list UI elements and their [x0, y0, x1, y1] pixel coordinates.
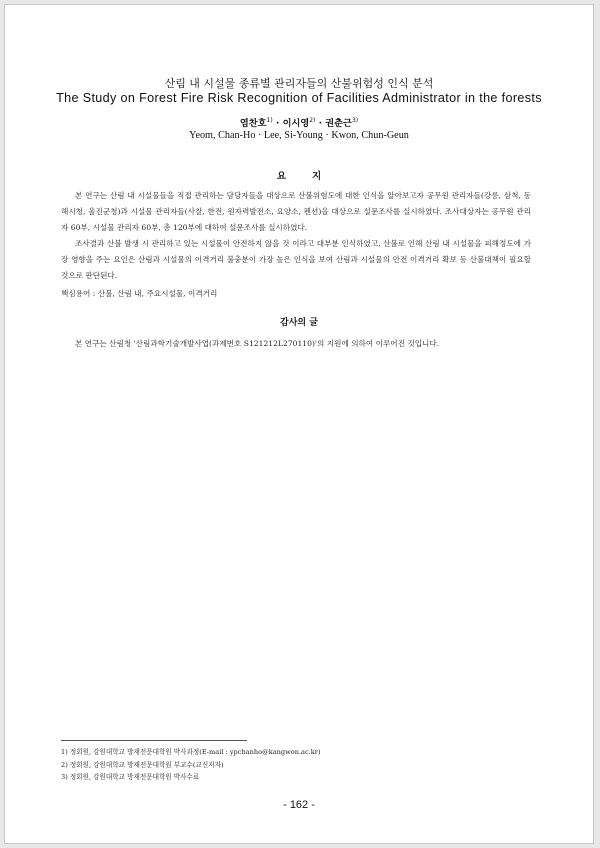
footnote: 3) 정회원, 강원대학교 방재전문대학원 박사수료: [61, 773, 200, 781]
author-name: 이시영: [282, 118, 310, 129]
title-english: The Study on Forest Fire Risk Recognition of Facilities Administrator in the forests: [56, 91, 542, 105]
author-name: 권춘근: [325, 118, 352, 129]
author-separator: ·: [315, 118, 326, 129]
author-footnote-mark: 2): [309, 116, 316, 124]
title-korean: 산림 내 시설물 종류별 관리자들의 산불위험성 인식 분석: [164, 77, 434, 90]
footnote: 2) 정회원, 강원대학교 방재전문대학원 부교수(교신저자): [61, 760, 224, 769]
author-footnote-mark: 1): [266, 116, 273, 124]
acknowledgement-heading: 감사의 글: [280, 318, 318, 328]
author-footnote-mark: 3): [351, 116, 359, 124]
footnotes: [61, 746, 531, 784]
footnote-divider: [61, 740, 247, 741]
page-number: - 162 -: [283, 799, 315, 811]
author-separator: ·: [272, 118, 283, 129]
authors-korean: [5, 115, 593, 129]
document-page: [4, 4, 594, 844]
abstract-paragraph: 조사결과 산불 발생 시 관리하고 있는 시설물이 안전하지 않을 것 이라고 대부분 인식하였고, 산불로 인해 산림 내 시설물을 피해정도에 가장 영향을 주는 요인은 산림과 시설물의 이격거리 불충분이 가장 높은 인식을 보여 산림과 시설물의 안전 이격거리 확보 등 산불대책이 필요할 것으로 판단된다.: [61, 239, 531, 280]
author-name: 염찬호: [239, 118, 267, 129]
footnote: 1) 정회원, 강원대학교 방재전문대학원 박사과정(E-mail : ypchanho@kangwon.ac.kr): [61, 748, 321, 756]
keywords: 핵심용어 : 산불, 산림 내, 주요시설물, 이격거리: [61, 289, 218, 298]
abstract-heading: 요지: [276, 171, 348, 182]
authors-english: Yeom, Chan-Ho · Lee, Si-Young · Kwon, Chun-Geun: [189, 130, 409, 141]
acknowledgement-text: 본 연구는 산림청 '산림과학기술개발사업(과제번호 S121212L270110)'의 지원에 의하여 이루어진 것입니다.: [75, 339, 440, 348]
abstract-paragraph: 본 연구는 산림 내 시설물들을 직접 관리하는 담당자들을 대상으로 산불위험도에 대한 인식을 알아보고자 공무원 관리자들(강릉, 삼척, 동해시청, 울진군청)과 시설물 관리자들(사찰, 한전, 원자력발전소, 요양소, 펜션)을 대상으로 설문조사를 실시하였다. 조사대상자는 공무원 관리자 60부, 시설물 관리자 60부, 총 120부에 대하여 설문조사를 실시하였다.: [61, 191, 531, 232]
abstract-body: [61, 188, 531, 284]
